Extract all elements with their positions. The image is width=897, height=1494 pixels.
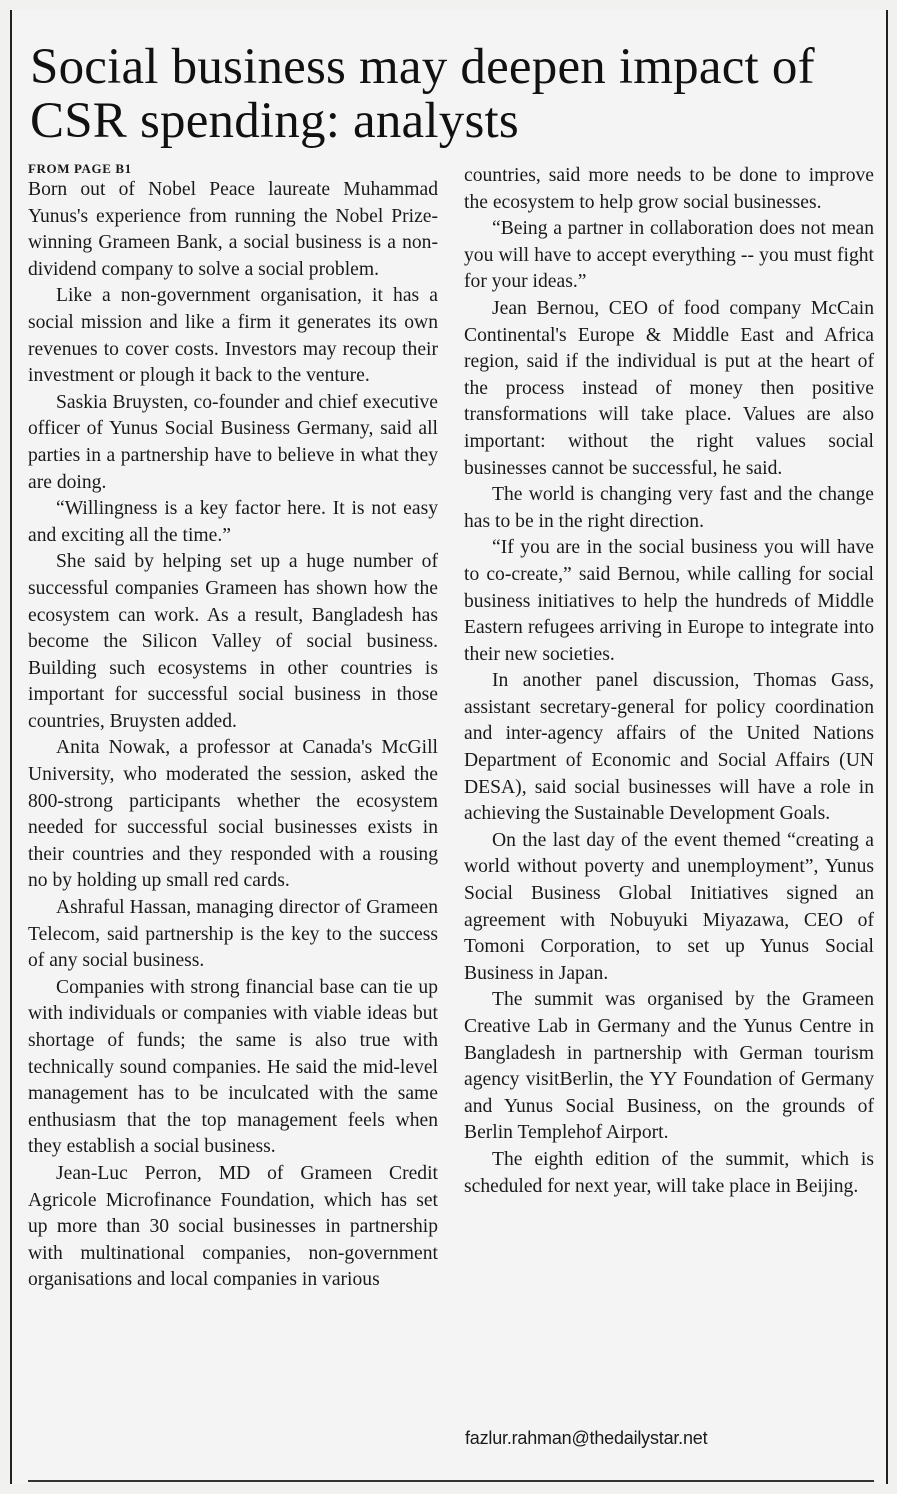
paragraph: The eighth edition of the summit, which is scheduled for next year, will take place in Beijing.	[464, 1148, 874, 1197]
left-border-rule	[10, 10, 12, 1484]
article-headline: Social business may deepen impact of CSR spending: analysts	[30, 39, 815, 149]
paragraph: Born out of Nobel Peace laureate Muhammad Yunus's experience from running the Nobel Prize-winning Grameen Bank, a social business is a non-dividend company to solve a social problem.	[28, 179, 438, 280]
paragraph: “If you are in the social business you will have to co-create,” said Bernou, while calling for social business initiatives to help the hundreds of Middle Eastern refugees arriving in Europe to integrate into their new societies.	[464, 537, 874, 665]
paragraph: The world is changing very fast and the change has to be in the right direction.	[464, 484, 874, 532]
paragraph: Like a non-government organisation, it has a social mission and like a firm it generates its own revenues to cover costs. Investors may recoup their investment or plough it back to the venture.	[28, 285, 438, 387]
right-border-rule	[886, 10, 888, 1484]
right-column	[464, 163, 874, 1200]
paragraph: countries, said more needs to be done to improve the ecosystem to help grow social businesses.	[464, 165, 874, 213]
paragraph: Saskia Bruysten, co-founder and chief executive officer of Yunus Social Business Germany, said all parties in a partnership have to believe in what they are doing.	[28, 391, 438, 493]
paragraph: Companies with strong financial base can tie up with individuals or companies with viable ideas but shortage of funds; the same is also true with technically sound companies. He said the mid-level management has to be inculcated with the same enthusiasm that the top management feels when they establish a social business.	[28, 976, 438, 1158]
left-column	[28, 160, 438, 1294]
paragraph: The summit was organised by the Grameen Creative Lab in Germany and the Yunus Centre in Bangladesh in partnership with German tourism agency visitBerlin, the YY Foundation of Germany and Yunus Social Business, on the grounds of Berlin Templehof Airport.	[464, 989, 874, 1144]
paragraph: Jean Bernou, CEO of food company McCain Continental's Europe & Middle East and Africa region, said if the individual is put at the heart of the process instead of money then positive transformations will take place. Values are also important: without the right values social businesses cannot be successful, he said.	[464, 297, 874, 479]
paragraph: On the last day of the event themed “creating a world without poverty and unemployment”, Yunus Social Business Global Initiatives signed an agreement with Nobuyuki Miyazawa, CEO of Tomoni Corporation, to set up Yunus Social Business in Japan.	[464, 829, 874, 984]
jump-label: FROM PAGE B1	[28, 161, 132, 176]
paragraph: Anita Nowak, a professor at Canada's McGill University, who moderated the session, asked the 800-strong participants whether the ecosystem needed for successful social businesses exists in their countries and they responded with a rousing no by holding up small red cards.	[28, 737, 438, 892]
paragraph: “Willingness is a key factor here. It is not easy and exciting all the time.”	[28, 498, 438, 546]
newspaper-clipping	[10, 10, 888, 1484]
paragraph: She said by helping set up a huge number of successful companies Grameen has shown how the ecosystem can work. As a result, Bangladesh has become the Silicon Valley of social business. Building such ecosystems in other countries is important for successful social business in those countries, Bruysten added.	[28, 551, 438, 732]
paragraph: Jean-Luc Perron, MD of Grameen Credit Agricole Microfinance Foundation, which has set up more than 30 social businesses in partnership with multinational companies, non-government organisations and local companies in various	[28, 1162, 438, 1291]
paragraph: Ashraful Hassan, managing director of Grameen Telecom, said partnership is the key to the success of any social business.	[28, 897, 438, 972]
paragraph: In another panel discussion, Thomas Gass, assistant secretary-general for policy coordination and inter-agency affairs of the United Nations Department of Economic and Social Affairs (UN DESA), said social businesses will have a role in achieving the Sustainable Development Goals.	[464, 670, 874, 825]
bottom-border-rule	[28, 1480, 874, 1482]
paragraph: “Being a partner in collaboration does not mean you will have to accept everything -- you must fight for your ideas.”	[464, 218, 874, 293]
author-email-byline: fazlur.rahman@thedailystar.net	[465, 1428, 708, 1448]
